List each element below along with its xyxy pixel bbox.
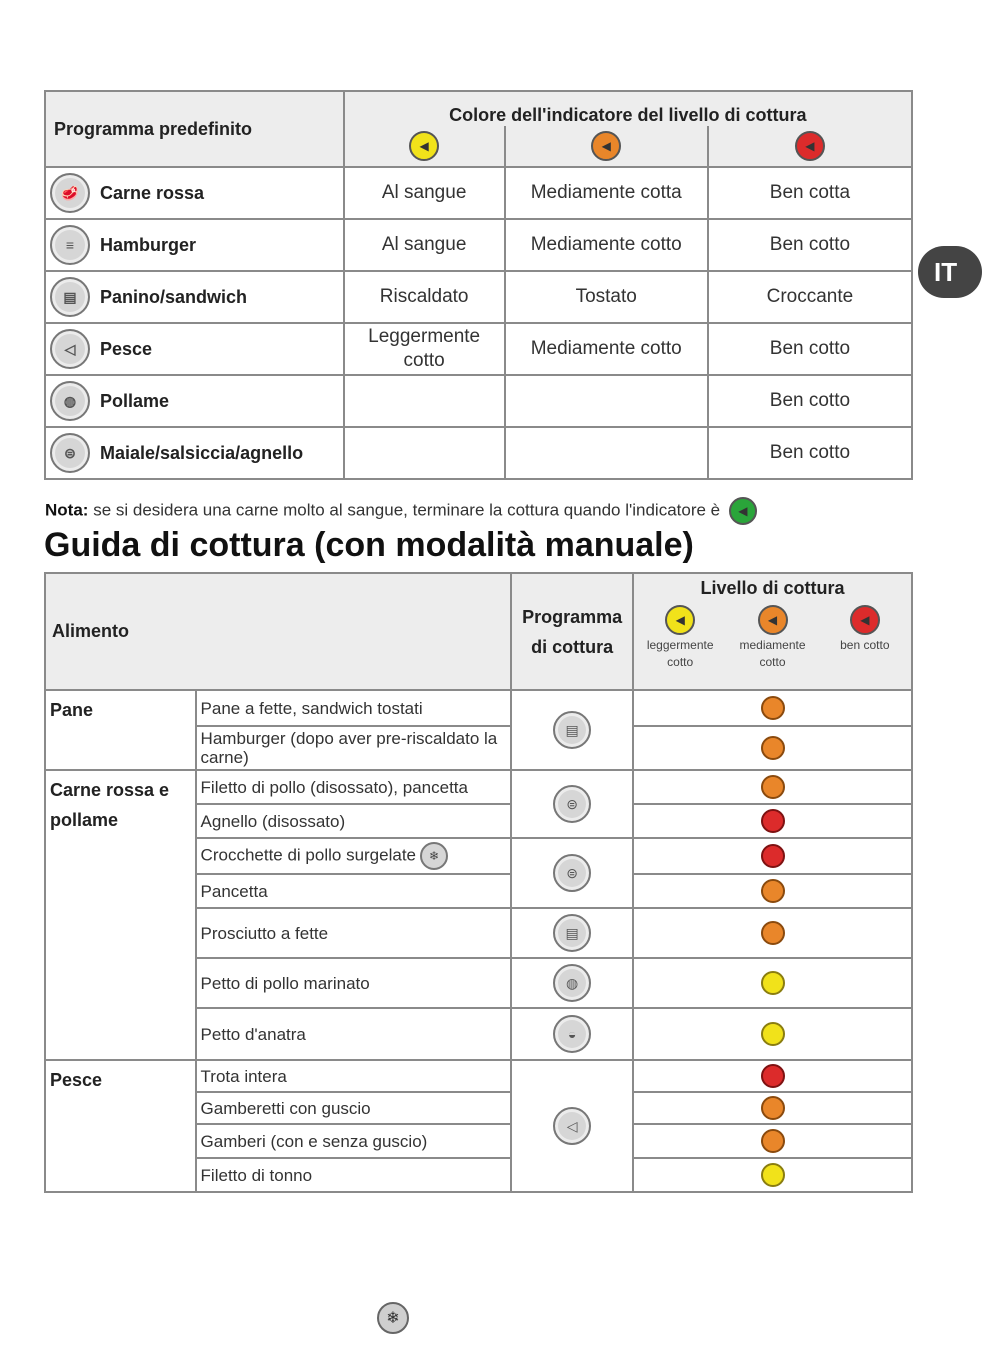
indicator-red-icon: ◀ <box>850 605 880 635</box>
level-orange-dot <box>761 1129 785 1153</box>
header-level: Livello di cottura ◀ leggermente cotto ◀ mediamente cotto ◀ ben cotto <box>633 573 912 690</box>
table-row: Gamberi (con e senza guscio) <box>45 1124 912 1158</box>
table-row: Gamberetti con guscio <box>45 1092 912 1124</box>
sandwich-icon: ▤ <box>553 711 591 749</box>
page-title: Guida di cottura (con modalità manuale) <box>44 526 694 564</box>
indicator-orange-icon: ◀ <box>758 605 788 635</box>
table-row: ⊜ Maiale/salsiccia/agnello Ben cotto <box>45 427 912 479</box>
program-name: Pollame <box>100 390 170 411</box>
level-orange-dot <box>761 921 785 945</box>
level-red-dot <box>761 844 785 868</box>
program-name: Carne rossa <box>100 182 205 203</box>
table-row: Pane Pane a fette, sandwich tostati ▤ <box>45 690 912 726</box>
table-row: Hamburger (dopo aver pre-riscaldato la carne) <box>45 726 912 770</box>
indicator-green-icon: ◀ <box>729 497 757 525</box>
table-row: ◁ Pesce Leggermente cotto Mediamente cotto Ben cotto <box>45 323 912 375</box>
indicator-yellow-icon: ◀ <box>409 131 439 161</box>
level-yellow-dot <box>761 1022 785 1046</box>
snowflake-icon: ❄ <box>420 842 448 870</box>
note-text: se si desidera una carne molto al sangue, terminare la cottura quando l'indicatore è <box>93 500 721 520</box>
category-fish: Pesce <box>45 1060 196 1192</box>
program-name: Panino/sandwich <box>100 286 248 307</box>
sausage-icon: ⊜ <box>553 785 591 823</box>
table-row: Pancetta <box>45 874 912 908</box>
indicator-yellow-icon: ◀ <box>665 605 695 635</box>
table-row: Filetto di tonno <box>45 1158 912 1192</box>
level-red-dot <box>761 1064 785 1088</box>
note-label: Nota: <box>45 500 89 520</box>
table-row: Petto d'anatra ◒ <box>45 1008 912 1060</box>
sausage-icon: ⊜ <box>553 854 591 892</box>
poultry-icon: ◍ <box>553 964 591 1002</box>
category-meat: Carne rossa e pollame <box>45 770 196 1060</box>
burger-icon: ≡ <box>50 225 90 265</box>
level-orange-dot <box>761 879 785 903</box>
header-program: Programma di cottura <box>511 573 633 690</box>
indicator-red-icon: ◀ <box>795 131 825 161</box>
preset-program-table <box>44 90 913 480</box>
fish-icon: ◁ <box>50 329 90 369</box>
program-name: Hamburger <box>100 234 197 255</box>
table-row: Carne rossa e pollame Filetto di pollo (disossato), pancetta ⊜ <box>45 770 912 804</box>
level-orange-dot <box>761 696 785 720</box>
table-row: Pesce Trota intera ◁ <box>45 1060 912 1092</box>
steak-icon: ◒ <box>553 1015 591 1053</box>
level-orange-dot <box>761 736 785 760</box>
level-red-dot <box>761 809 785 833</box>
steak-icon: 🥩 <box>50 173 90 213</box>
table-row: Crocchette di pollo surgelate ❄ ⊜ <box>45 838 912 874</box>
language-tab: IT <box>918 246 982 298</box>
sausage-icon: ⊜ <box>50 433 90 473</box>
header-program: Programma predefinito <box>45 91 344 167</box>
table-row: Prosciutto a fette ▤ <box>45 908 912 958</box>
snowflake-icon: ❄ <box>377 1302 409 1334</box>
program-name: Maiale/salsiccia/agnello <box>100 442 304 463</box>
level-yellow-dot <box>761 971 785 995</box>
category-bread: Pane <box>45 690 196 770</box>
table-row: Petto di pollo marinato ◍ <box>45 958 912 1008</box>
table-row: ◍ Pollame Ben cotto <box>45 375 912 427</box>
fish-icon: ◁ <box>553 1107 591 1145</box>
table-row: Agnello (disossato) <box>45 804 912 838</box>
sandwich-icon: ▤ <box>50 277 90 317</box>
table-row: 🥩 Carne rossa Al sangue Mediamente cotta Ben cotta <box>45 167 912 219</box>
poultry-icon: ◍ <box>50 381 90 421</box>
note <box>45 497 757 525</box>
sandwich-icon: ▤ <box>553 914 591 952</box>
header-food: Alimento <box>45 573 511 690</box>
cooking-guide-table <box>44 572 913 1193</box>
level-orange-dot <box>761 775 785 799</box>
indicator-orange-icon: ◀ <box>591 131 621 161</box>
program-name: Pesce <box>100 338 153 359</box>
header-indicator-color: Colore dell'indicatore del livello di cottura <box>344 91 912 126</box>
table-row: ▤ Panino/sandwich Riscaldato Tostato Croccante <box>45 271 912 323</box>
table-row: ≡ Hamburger Al sangue Mediamente cotto Ben cotto <box>45 219 912 271</box>
level-yellow-dot <box>761 1163 785 1187</box>
level-orange-dot <box>761 1096 785 1120</box>
